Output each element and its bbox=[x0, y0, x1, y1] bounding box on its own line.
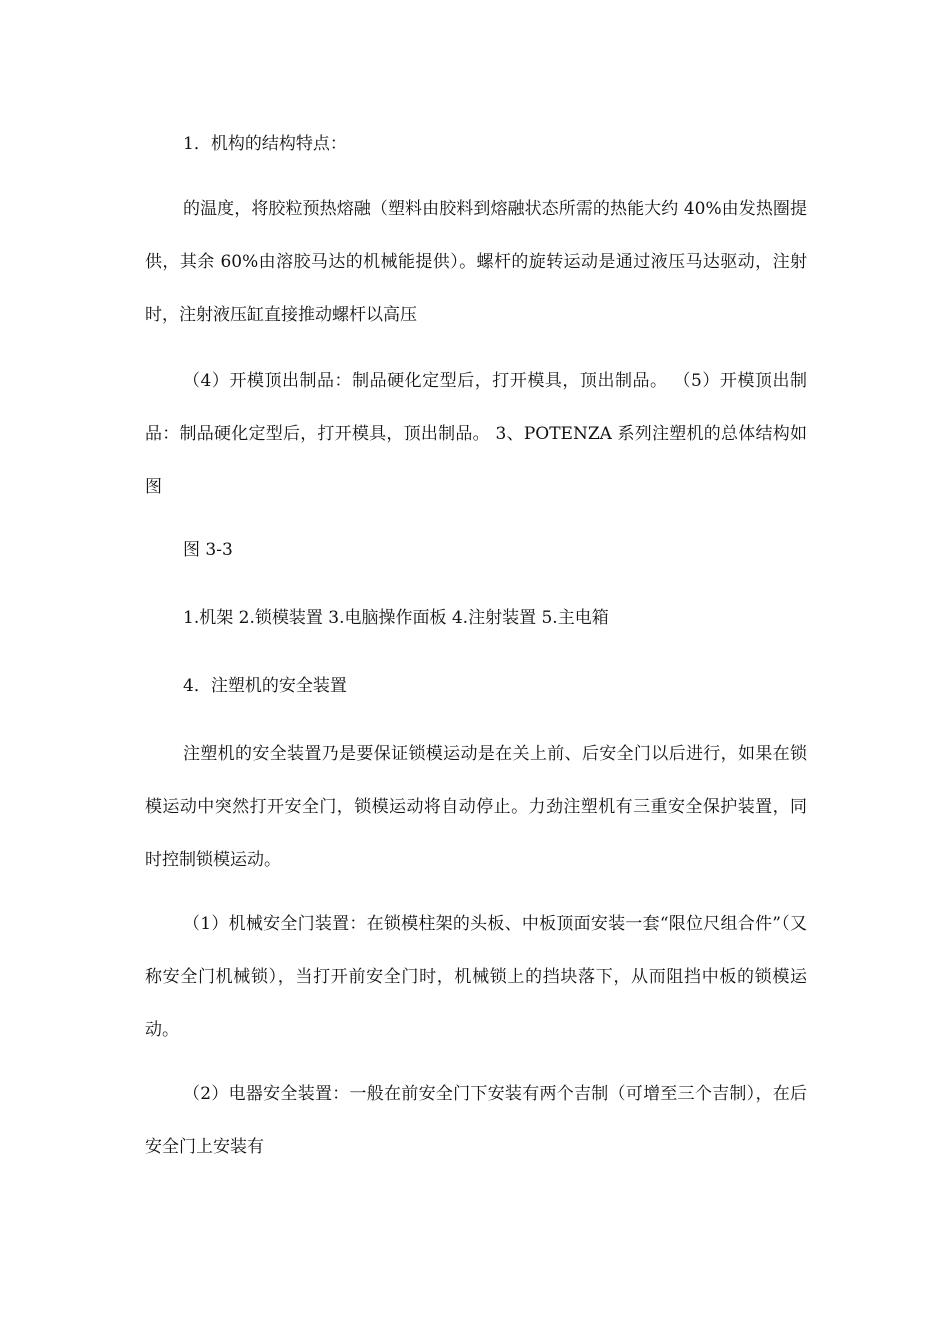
paragraph-mechanical-safety: （1）机械安全门装置：在锁模柱架的头板、中板顶面安装一套“限位尺组合件”（又称安全门机械锁），当打开前安全门时，机械锁上的挡块落下，从而阻挡中板的锁模运动。 bbox=[145, 914, 807, 1040]
section-heading-structure: 1．机构的结构特点： bbox=[183, 134, 347, 154]
paragraph-mold-opening: （4）开模顶出制品：制品硬化定型后，打开模具，顶出制品。 （5）开模顶出制品：制品硬化定型后，打开模具，顶出制品。 3、POTENZA 系列注塑机的总体结构如图 bbox=[145, 371, 807, 497]
section-heading-safety: 4．注塑机的安全装置 bbox=[183, 676, 347, 696]
figure-legend: 1.机架 2.锁模装置 3.电脑操作面板 4.注射装置 5.主电箱 bbox=[183, 608, 609, 628]
figure-caption: 图 3-3 bbox=[183, 540, 233, 560]
paragraph-electrical-safety: （2）电器安全装置：一般在前安全门下安装有两个吉制（可增至三个吉制），在后安全门上安装有 bbox=[145, 1084, 807, 1157]
paragraph-plasticizing: 的温度，将胶粒预热熔融（塑料由胶料到熔融状态所需的热能大约 40%由发热圈提供，其余 60%由溶胶马达的机械能提供）。螺杆的旋转运动是通过液压马达驱动，注射时，注射液压缸直接推动螺杆以高压 bbox=[145, 199, 807, 325]
paragraph-safety-intro: 注塑机的安全装置乃是要保证锁模运动是在关上前、后安全门以后进行，如果在锁模运动中突然打开安全门，锁模运动将自动停止。力劲注塑机有三重安全保护装置，同时控制锁模运动。 bbox=[145, 744, 807, 870]
